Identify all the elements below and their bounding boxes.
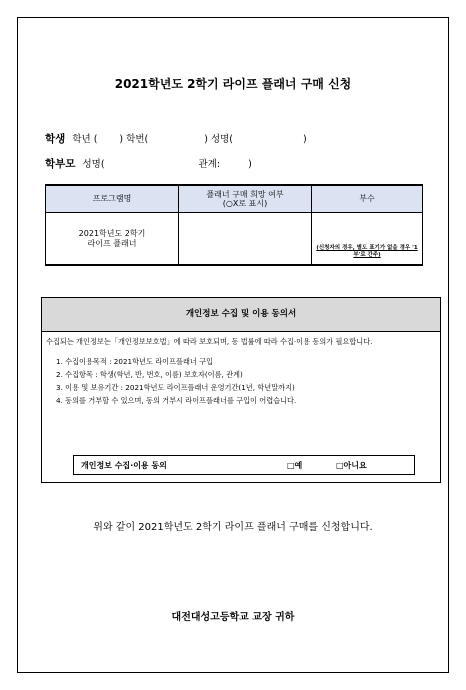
- consent-item: 3. 이용 및 보유기간 : 2021학년도 라이프플래너 운영기간(1년, 학년말까지): [56, 383, 295, 392]
- parent-label: 학부모: [45, 158, 76, 170]
- consent-agree-row: [73, 455, 415, 475]
- copies-cell[interactable]: [312, 213, 423, 266]
- student-name-close: ): [303, 134, 307, 145]
- closing-statement: 위와 같이 2021학년도 2학기 라이프 플래너 구매를 신청합니다.: [93, 522, 373, 533]
- student-id-label: ) 학번(: [119, 134, 149, 145]
- student-name-label: ) 성명(: [204, 134, 234, 145]
- consent-yes-checkbox[interactable]: □예: [287, 461, 303, 470]
- consent-intro: 수집되는 개인정보는「개인정보보호법」에 따라 보호되며, 동 법률에 따라 수집·이용 동의가 필요합니다.: [46, 337, 373, 346]
- form-title: 2021학년도 2학기 라이프 플래너 구매 신청: [114, 77, 352, 91]
- consent-items: [42, 357, 440, 406]
- purchase-intent-cell[interactable]: [179, 213, 312, 266]
- header-program: 프로그램명: [46, 185, 179, 213]
- copies-note: (신청자의 경우, 별도 표기가 없을 경우 '1부'로 간주): [316, 245, 418, 258]
- consent-item: 2. 수집항목 : 학생(학년, 반, 번호, 이름) 보호자(이름, 관계): [56, 370, 243, 379]
- privacy-consent-box: [41, 297, 441, 483]
- planner-request-table: [45, 184, 423, 266]
- consent-heading: 개인정보 수집 및 이용 동의서: [42, 298, 440, 332]
- consent-no-checkbox[interactable]: □아니요: [336, 461, 367, 470]
- signoff: 대전대성고등학교 교장 귀하: [171, 612, 295, 623]
- header-copies: 부수: [312, 185, 423, 213]
- student-info-line: [45, 131, 307, 146]
- consent-item: 1. 수집이용목적 : 2021학년도 라이프플래너 구입: [56, 357, 214, 366]
- parent-name-label: 성명(: [82, 159, 105, 170]
- parent-relation-close: ): [248, 159, 252, 170]
- consent-agree-label: 개인정보 수집·이용 동의: [81, 461, 167, 470]
- header-purchase-intent: 플래너 구매 희망 여부 (○X로 표시): [179, 185, 312, 213]
- student-grade-label: 학년 (: [72, 134, 98, 145]
- application-form: [17, 17, 449, 673]
- parent-relation-label: 관계:: [198, 159, 221, 170]
- student-label: 학생: [45, 133, 66, 145]
- parent-info-line: [45, 156, 252, 171]
- consent-item: 4. 동의를 거부할 수 있으며, 동의 거부시 라이프플래너를 구입이 어렵습니다.: [56, 396, 297, 405]
- program-name-cell: 2021학년도 2학기 라이프 플래너: [46, 213, 179, 266]
